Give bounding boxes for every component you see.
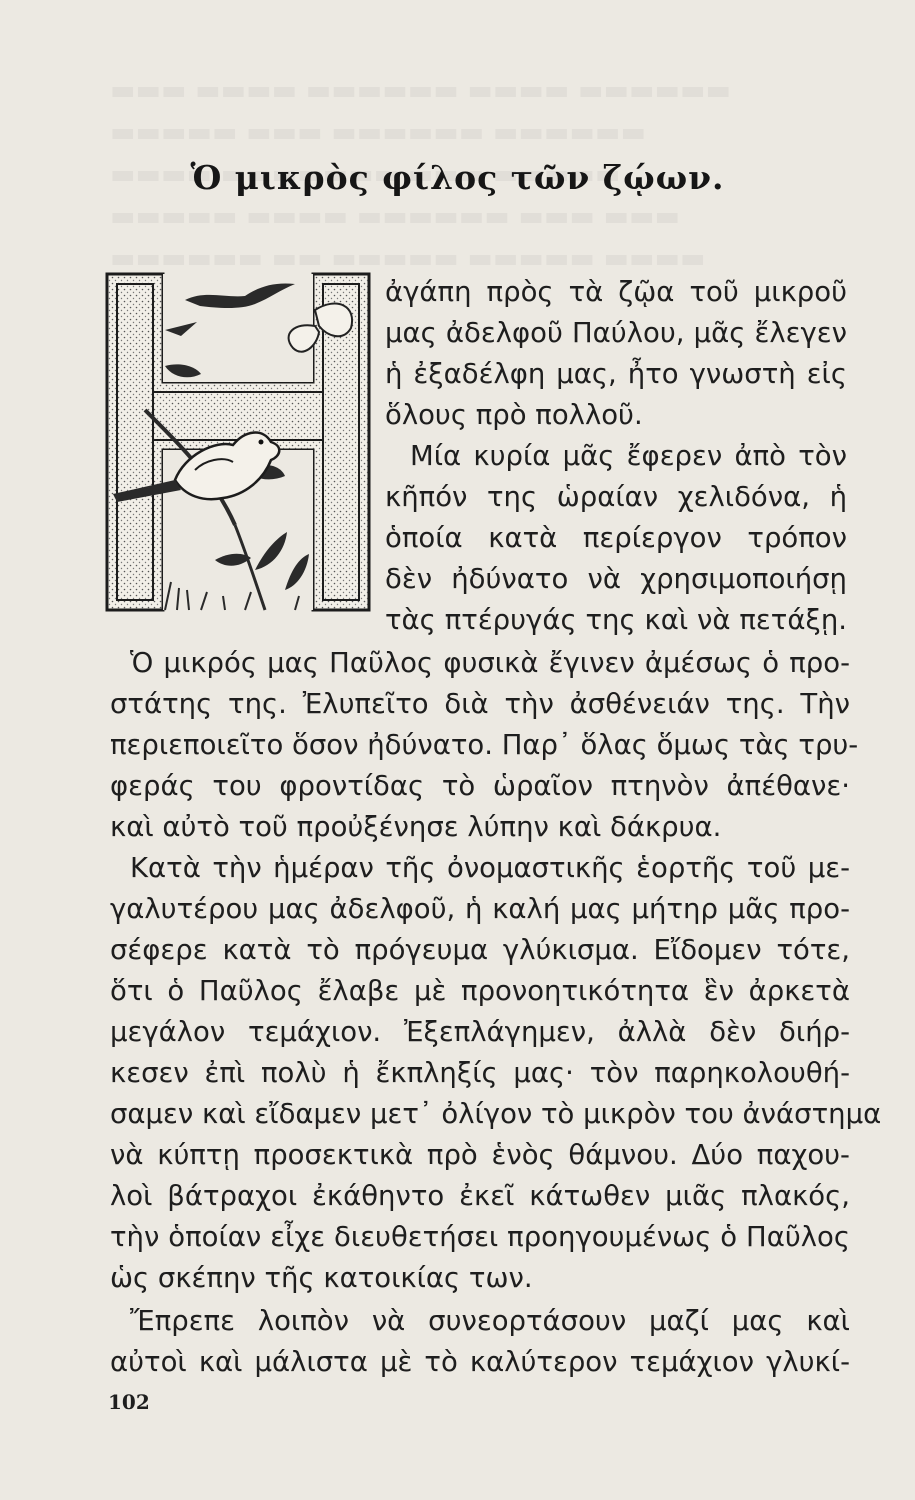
text-line: αὐτοὶ καὶ μάλιστα μὲ τὸ καλύτερον τεμάχιον γλυκί- — [110, 1346, 850, 1378]
text-line: καὶ αὐτὸ τοῦ προὐξένησε λύπην καὶ δάκρυα. — [110, 811, 722, 843]
text-line: ὡς σκέπην τῆς κατοικίας των. — [110, 1262, 533, 1294]
text-line: ὅτι ὁ Παῦλος ἔλαβε μὲ προνοητικότητα ἓν ἀρκετὰ — [110, 975, 850, 1007]
text-line: τὴν ὁποίαν εἶχε διευθετήσει προηγουμένως ὁ Παῦλος — [110, 1221, 850, 1253]
text-line: γαλυτέρου μας ἀδελφοῦ, ἡ καλή μας μήτηρ μᾶς προ- — [110, 893, 850, 925]
text-line: μεγάλον τεμάχιον. Ἐξεπλάγημεν, ἀλλὰ δὲν διήρ- — [110, 1016, 850, 1048]
text-line: μας ἀδελφοῦ Παύλου, μᾶς ἔλεγεν — [385, 317, 847, 349]
text-line: περιεποιεῖτο ὅσον ἠδύνατο. Παρ᾿ ὅλας ὅμως τὰς τρυ- — [110, 729, 859, 761]
text-line: ὁποία κατὰ περίεργον τρόπον — [385, 522, 847, 554]
text-line: Ἔπρεπε λοιπὸν νὰ συνεορτάσουν μαζί μας καὶ — [130, 1305, 850, 1337]
text-line: σαμεν καὶ εἴδαμεν μετ᾿ ὀλίγον τὸ μικρὸν του ἀνάστημα — [110, 1098, 882, 1130]
text-line: νὰ κύπτῃ προσεκτικὰ πρὸ ἑνὸς θάμνου. Δύο παχου- — [110, 1139, 850, 1171]
text-line: δὲν ἠδύνατο νὰ χρησιμοποιήσῃ — [385, 563, 847, 595]
text-line: ἀγάπη πρὸς τὰ ζῷα τοῦ μικροῦ — [385, 276, 847, 308]
text-line: φεράς του φροντίδας τὸ ὡραῖον πτηνὸν ἀπέθανε· — [110, 770, 850, 802]
illuminated-initial-eta — [105, 270, 375, 614]
text-line: τὰς πτέρυγάς της καὶ νὰ πετάξῃ. — [385, 604, 847, 636]
text-line: Ὁ μικρός μας Παῦλος φυσικὰ ἔγινεν ἀμέσως ὁ προ- — [130, 647, 850, 679]
text-line: σέφερε κατὰ τὸ πρόγευμα γλύκισμα. Εἴδομεν τότε, — [110, 934, 850, 966]
page-number: 102 — [108, 1390, 150, 1414]
text-line: ὅλους πρὸ πολλοῦ. — [385, 399, 643, 431]
text-line: λοὶ βάτραχοι ἐκάθηντο ἐκεῖ κάτωθεν μιᾶς πλακός, — [110, 1180, 850, 1212]
text-line: στάτης της. Ἐλυπεῖτο διὰ τὴν ἀσθένειάν της. Τὴν — [110, 688, 850, 720]
text-line: κῆπόν της ὡραίαν χελιδόνα, ἡ — [385, 481, 847, 513]
text-line: Κατὰ τὴν ἡμέραν τῆς ὀνομαστικῆς ἑορτῆς τοῦ με- — [130, 852, 850, 884]
text-line: κεσεν ἐπὶ πολὺ ἡ ἔκπληξίς μας· τὸν παρηκολουθή- — [110, 1057, 850, 1089]
text-line: Μία κυρία μᾶς ἔφερεν ἀπὸ τὸν — [410, 440, 847, 472]
chapter-title: Ὁ μικρὸς φίλος τῶν ζῴων. — [190, 158, 725, 197]
text-line: ἡ ἐξαδέλφη μας, ἦτο γνωστὴ εἰς — [385, 358, 847, 390]
